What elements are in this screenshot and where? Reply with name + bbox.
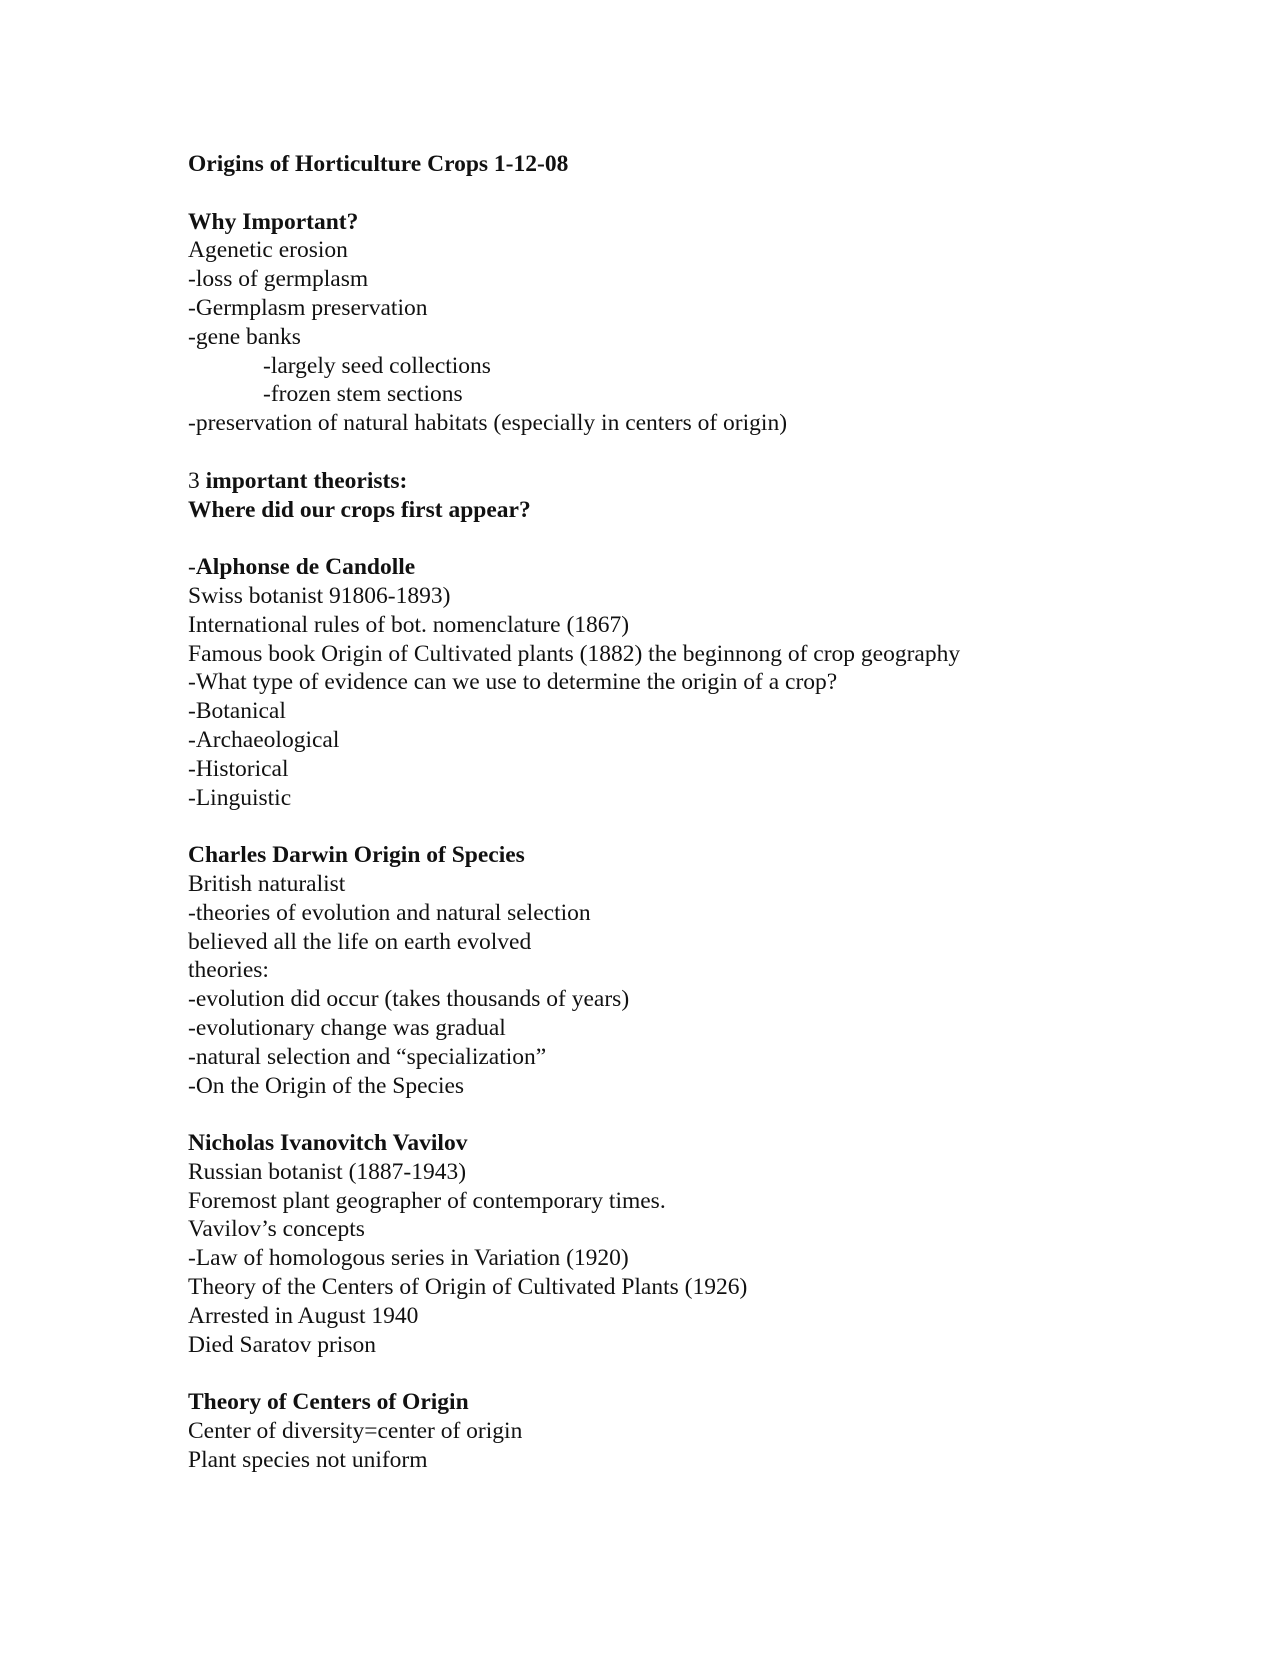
darwin-line: -evolution did occur (takes thousands of years) <box>188 986 630 1013</box>
spacer <box>188 179 1088 208</box>
spacer <box>188 1100 1088 1129</box>
darwin-line: -On the Origin of the Species <box>188 1072 465 1099</box>
darwin-line: -natural selection and “specialization” <box>188 1043 547 1070</box>
vavilov-line: Russian botanist (1887-1943) <box>188 1158 467 1185</box>
vavilov-line: Arrested in August 1940 <box>188 1302 419 1329</box>
vavilov-line: Theory of the Centers of Origin of Cultivated Plants (1926) <box>188 1274 748 1301</box>
why-line: -gene banks <box>188 323 301 350</box>
theorists-question: Where did our crops first appear? <box>188 496 531 523</box>
darwin-line: theories: <box>188 957 269 984</box>
vavilov-line: Vavilov’s concepts <box>188 1216 365 1243</box>
why-indented-line: -largely seed collections <box>263 352 491 379</box>
vavilov-heading: Nicholas Ivanovitch Vavilov <box>188 1130 468 1157</box>
spacer <box>188 812 1088 841</box>
document-title: Origins of Horticulture Crops 1-12-08 <box>188 151 569 177</box>
spacer <box>188 438 1088 467</box>
vavilov-section <box>188 1129 1088 1359</box>
darwin-heading: Charles Darwin Origin of Species <box>188 842 525 869</box>
candolle-line: -Botanical <box>188 698 286 725</box>
darwin-line: believed all the life on earth evolved <box>188 928 532 955</box>
candolle-line: Famous book Origin of Cultivated plants (1882) the beginnong of crop geography <box>188 640 961 667</box>
why-line: -loss of germplasm <box>188 266 369 293</box>
why-important-section <box>188 208 1088 438</box>
candolle-line: -Linguistic <box>188 784 292 811</box>
candolle-line: -Archaeological <box>188 726 340 753</box>
centers-heading: Theory of Centers of Origin <box>188 1389 469 1416</box>
candolle-heading <box>188 553 1088 582</box>
vavilov-line: Foremost plant geographer of contemporary times. <box>188 1187 666 1214</box>
candolle-line: International rules of bot. nomenclature (1867) <box>188 611 630 638</box>
spacer <box>188 1359 1088 1388</box>
darwin-section <box>188 841 1088 1100</box>
candolle-line: -What type of evidence can we use to determine the origin of a crop? <box>188 669 838 696</box>
candolle-line: -Historical <box>188 755 289 782</box>
theorists-heading <box>188 467 1088 496</box>
centers-line: Plant species not uniform <box>188 1446 428 1473</box>
spacer <box>188 524 1088 553</box>
theorists-number: 3 <box>188 467 200 494</box>
candolle-section <box>188 553 1088 812</box>
candolle-prefix: - <box>188 554 196 581</box>
why-line: Agenetic erosion <box>188 237 348 264</box>
centers-section <box>188 1388 1088 1474</box>
vavilov-line: Died Saratov prison <box>188 1331 376 1358</box>
why-line: -preservation of natural habitats (especially in centers of origin) <box>188 410 788 437</box>
vavilov-line: -Law of homologous series in Variation (1920) <box>188 1245 629 1272</box>
why-indented-line: -frozen stem sections <box>263 381 463 408</box>
theorists-section <box>188 467 1088 525</box>
darwin-line: -evolutionary change was gradual <box>188 1014 506 1041</box>
darwin-line: -theories of evolution and natural selection <box>188 899 591 926</box>
why-important-heading: Why Important? <box>188 208 359 235</box>
candolle-line: Swiss botanist 91806-1893) <box>188 582 451 609</box>
document-page <box>188 150 1088 1475</box>
why-line: -Germplasm preservation <box>188 294 428 321</box>
candolle-heading-text: Alphonse de Candolle <box>195 554 416 581</box>
darwin-line: British naturalist <box>188 870 346 897</box>
centers-line: Center of diversity=center of origin <box>188 1418 523 1445</box>
theorists-heading-text: important theorists: <box>199 467 408 494</box>
